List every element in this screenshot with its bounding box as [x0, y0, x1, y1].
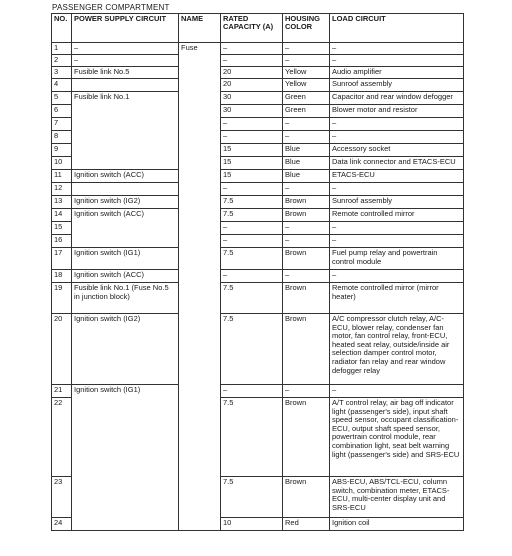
table-row: [52, 248, 464, 270]
cell-no: 1: [52, 43, 72, 55]
header-power-supply: POWER SUPPLY CIRCUIT: [72, 14, 179, 43]
cell-housing: Brown: [283, 477, 330, 518]
cell-rated: –: [221, 270, 283, 283]
cell-load: –: [330, 55, 464, 67]
table-row: [52, 283, 464, 314]
cell-power-supply: –: [72, 55, 179, 67]
cell-rated: 20: [221, 67, 283, 79]
cell-power-supply: Ignition switch (IG1): [72, 248, 179, 270]
cell-power-supply: –: [72, 43, 179, 55]
cell-no: 9: [52, 144, 72, 157]
table-row: [52, 79, 464, 92]
cell-rated: 7.5: [221, 477, 283, 518]
cell-housing: –: [283, 183, 330, 196]
cell-load: –: [330, 270, 464, 283]
cell-no: 22: [52, 398, 72, 477]
cell-power-supply: Ignition switch (IG1): [72, 385, 179, 531]
cell-rated: –: [221, 183, 283, 196]
cell-no: 5: [52, 92, 72, 105]
cell-load: Sunroof assembly: [330, 196, 464, 209]
fuse-table: [51, 13, 464, 531]
cell-rated: 20: [221, 79, 283, 92]
cell-no: 23: [52, 477, 72, 518]
cell-rated: –: [221, 43, 283, 55]
cell-load: Accessory socket: [330, 144, 464, 157]
fuse-table-body: [52, 43, 464, 531]
cell-housing: Brown: [283, 398, 330, 477]
cell-no: 14: [52, 209, 72, 222]
cell-housing: Green: [283, 105, 330, 118]
cell-rated: 7.5: [221, 398, 283, 477]
cell-housing: Brown: [283, 248, 330, 270]
cell-name: Fuse: [179, 43, 221, 531]
cell-rated: 15: [221, 144, 283, 157]
cell-rated: 7.5: [221, 283, 283, 314]
cell-power-supply: Ignition switch (ACC): [72, 209, 179, 248]
cell-load: ABS-ECU, ABS/TCL-ECU, column switch, combination meter, ETACS-ECU, multi-center display unit and SRS-ECU: [330, 477, 464, 518]
cell-load: –: [330, 385, 464, 398]
cell-housing: Blue: [283, 144, 330, 157]
header-name: NAME: [179, 14, 221, 43]
cell-power-supply: Ignition switch (IG2): [72, 314, 179, 385]
cell-no: 3: [52, 67, 72, 79]
header-load: LOAD CIRCUIT: [330, 14, 464, 43]
cell-housing: –: [283, 55, 330, 67]
cell-housing: –: [283, 385, 330, 398]
cell-load: Audio amplifier: [330, 67, 464, 79]
cell-no: 12: [52, 183, 72, 196]
cell-no: 21: [52, 385, 72, 398]
cell-rated: –: [221, 131, 283, 144]
cell-load: Capacitor and rear window defogger: [330, 92, 464, 105]
cell-load: Remote controlled mirror (mirror heater): [330, 283, 464, 314]
table-row: [52, 55, 464, 67]
cell-power-supply: Fusible link No.5: [72, 67, 179, 79]
cell-rated: –: [221, 222, 283, 235]
cell-load: –: [330, 43, 464, 55]
table-row: [52, 196, 464, 209]
cell-housing: Blue: [283, 170, 330, 183]
cell-rated: 7.5: [221, 248, 283, 270]
cell-no: 7: [52, 118, 72, 131]
cell-load: –: [330, 235, 464, 248]
cell-housing: Green: [283, 92, 330, 105]
cell-no: 16: [52, 235, 72, 248]
cell-no: 20: [52, 314, 72, 385]
cell-load: Remote controlled mirror: [330, 209, 464, 222]
cell-rated: 30: [221, 105, 283, 118]
cell-rated: 30: [221, 92, 283, 105]
cell-power-supply: [72, 183, 179, 196]
cell-no: 2: [52, 55, 72, 67]
cell-no: 13: [52, 196, 72, 209]
cell-load: Ignition coil: [330, 518, 464, 531]
table-row: [52, 92, 464, 105]
cell-housing: Yellow: [283, 67, 330, 79]
table-row: [52, 43, 464, 55]
cell-no: 24: [52, 518, 72, 531]
cell-power-supply: Fusible link No.1 (Fuse No.5 in junction block): [72, 283, 179, 314]
cell-rated: 7.5: [221, 314, 283, 385]
cell-housing: Red: [283, 518, 330, 531]
cell-no: 18: [52, 270, 72, 283]
cell-no: 4: [52, 79, 72, 92]
cell-load: ETACS-ECU: [330, 170, 464, 183]
cell-power-supply: Ignition switch (ACC): [72, 270, 179, 283]
table-row: [52, 314, 464, 385]
table-row: [52, 170, 464, 183]
cell-housing: Brown: [283, 283, 330, 314]
table-row: [52, 67, 464, 79]
cell-rated: –: [221, 55, 283, 67]
cell-no: 15: [52, 222, 72, 235]
cell-no: 6: [52, 105, 72, 118]
header-rated: RATED CAPACITY (A): [221, 14, 283, 43]
cell-load: –: [330, 183, 464, 196]
cell-load: A/C compressor clutch relay, A/C-ECU, blower relay, condenser fan motor, fan control relay, front-ECU, heated seat relay, outside/inside air selection damper control motor, radiator fan relay and rear window defogger relay: [330, 314, 464, 385]
cell-housing: –: [283, 118, 330, 131]
cell-load: Data link connector and ETACS-ECU: [330, 157, 464, 170]
cell-load: –: [330, 118, 464, 131]
cell-rated: 7.5: [221, 196, 283, 209]
cell-rated: 15: [221, 170, 283, 183]
cell-housing: –: [283, 43, 330, 55]
cell-load: Sunroof assembly: [330, 79, 464, 92]
cell-housing: –: [283, 131, 330, 144]
table-row: [52, 270, 464, 283]
cell-power-supply: Ignition switch (ACC): [72, 170, 179, 183]
table-row: [52, 385, 464, 398]
cell-housing: Brown: [283, 209, 330, 222]
cell-housing: Blue: [283, 157, 330, 170]
cell-power-supply: Ignition switch (IG2): [72, 196, 179, 209]
cell-load: A/T control relay, air bag off indicator light (passenger's side), input shaft speed sensor, occupant classification-ECU, output shaft speed sensor, powertrain control module, rear combination light, seat belt warning light (passenger's side) and SRS-ECU: [330, 398, 464, 477]
header-row: [52, 14, 464, 43]
cell-housing: –: [283, 235, 330, 248]
cell-rated: 15: [221, 157, 283, 170]
cell-load: –: [330, 222, 464, 235]
cell-housing: Brown: [283, 314, 330, 385]
cell-housing: –: [283, 222, 330, 235]
cell-power-supply: Fusible link No.1: [72, 92, 179, 170]
cell-no: 10: [52, 157, 72, 170]
cell-rated: 7.5: [221, 209, 283, 222]
cell-no: 8: [52, 131, 72, 144]
table-row: [52, 183, 464, 196]
cell-rated: –: [221, 385, 283, 398]
header-housing: HOUSING COLOR: [283, 14, 330, 43]
cell-housing: Yellow: [283, 79, 330, 92]
cell-load: Fuel pump relay and powertrain control module: [330, 248, 464, 270]
table-row: [52, 209, 464, 222]
cell-rated: –: [221, 118, 283, 131]
cell-no: 19: [52, 283, 72, 314]
cell-no: 17: [52, 248, 72, 270]
cell-load: Blower motor and resistor: [330, 105, 464, 118]
cell-no: 11: [52, 170, 72, 183]
cell-rated: 10: [221, 518, 283, 531]
cell-housing: Brown: [283, 196, 330, 209]
cell-power-supply: [72, 79, 179, 92]
cell-housing: –: [283, 270, 330, 283]
section-caption: PASSENGER COMPARTMENT: [52, 3, 170, 12]
cell-load: –: [330, 131, 464, 144]
header-no: NO.: [52, 14, 72, 43]
cell-rated: –: [221, 235, 283, 248]
